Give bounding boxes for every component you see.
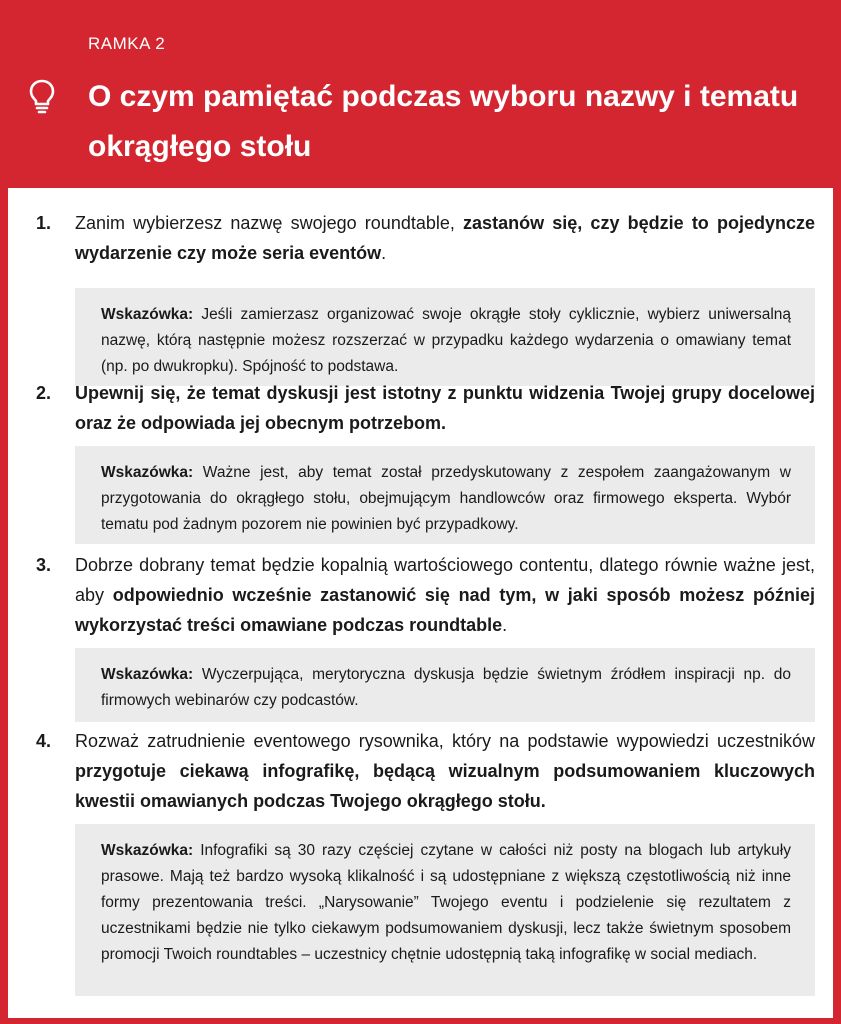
content-panel: [8, 188, 833, 1018]
box-label: RAMKA 2: [88, 34, 166, 53]
hint-text: Wyczerpująca, merytoryczna dyskusja będzie świetnym źródłem inspiracji np. do firmowych webinarów czy podcastów.: [101, 666, 791, 709]
box-title: O czym pamiętać podczas wyboru nazwy i tematu okrągłego stołu: [88, 80, 799, 163]
item-number: 2.: [36, 383, 52, 403]
item-text: Rozważ zatrudnienie eventowego rysownika, który na podstawie wypowiedzi uczestników przygotuje ciekawą infografikę, będącą wizualnym podsumowaniem kluczowych kwestii omawianych podczas Twojego okrągłego stołu.: [75, 731, 815, 811]
hint-box: [75, 446, 815, 544]
item-text: Upewnij się, że temat dyskusji jest istotny z punktu widzenia Twojej grupy docelowej oraz że odpowiada jej obecnym potrzebom.: [75, 383, 815, 433]
hint-label: Wskazówka:: [101, 464, 194, 481]
hint-text: Jeśli zamierzasz organizować swoje okrągłe stoły cyklicznie, wybierz uniwersalną nazwę, którą następnie możesz rozszerzać w przypadku każdego wydarzenia o omawiany temat (np. po dwukropku). Spójność to podstawa.: [101, 306, 791, 375]
hint-text: Ważne jest, aby temat został przedyskutowany z zespołem zaangażowanym w przygotowania do okrągłego stołu, obejmującym handlowców oraz firmowego eksperta. Wybór tematu pod żadnym pozorem nie powinien być przypadkowy.: [101, 464, 792, 533]
hint-label: Wskazówka:: [101, 306, 194, 323]
item-number: 3.: [36, 555, 52, 575]
item-number: 4.: [36, 731, 52, 751]
header: [0, 0, 841, 188]
item-text: Dobrze dobrany temat będzie kopalnią wartościowego contentu, dlatego równie ważne jest, aby odpowiednio wcześnie zastanowić się nad tym, w jaki sposób możesz później wykorzystać treści omawiane podczas roundtable.: [75, 555, 815, 635]
hint-box: [75, 648, 815, 722]
lightbulb-icon: [27, 78, 57, 114]
hint-text: Infografiki są 30 razy częściej czytane w całości niż posty na blogach lub artykuły prasowe. Mają też bardzo wysoką klikalność i są udostępniane z większą częstotliwością niż inne formy prezentowania treści. „Narysowanie” Twojego eventu i podzielenie się rezultatem z uczestnikami będzie nie tylko ciekawym podsumowaniem dyskusji, lecz także świetnym sposobem promocji Twoich roundtables – uczestnicy chętnie udostępnią taką infografikę w social mediach.: [101, 842, 791, 963]
hint-label: Wskazówka:: [101, 666, 194, 683]
item-number: 1.: [36, 213, 52, 233]
hint-box: [75, 824, 815, 996]
item-text: Zanim wybierzesz nazwę swojego roundtable, zastanów się, czy będzie to pojedyncze wydarzenie czy może seria eventów.: [75, 213, 815, 263]
hint-box: [75, 288, 815, 386]
hint-label: Wskazówka:: [101, 842, 194, 859]
